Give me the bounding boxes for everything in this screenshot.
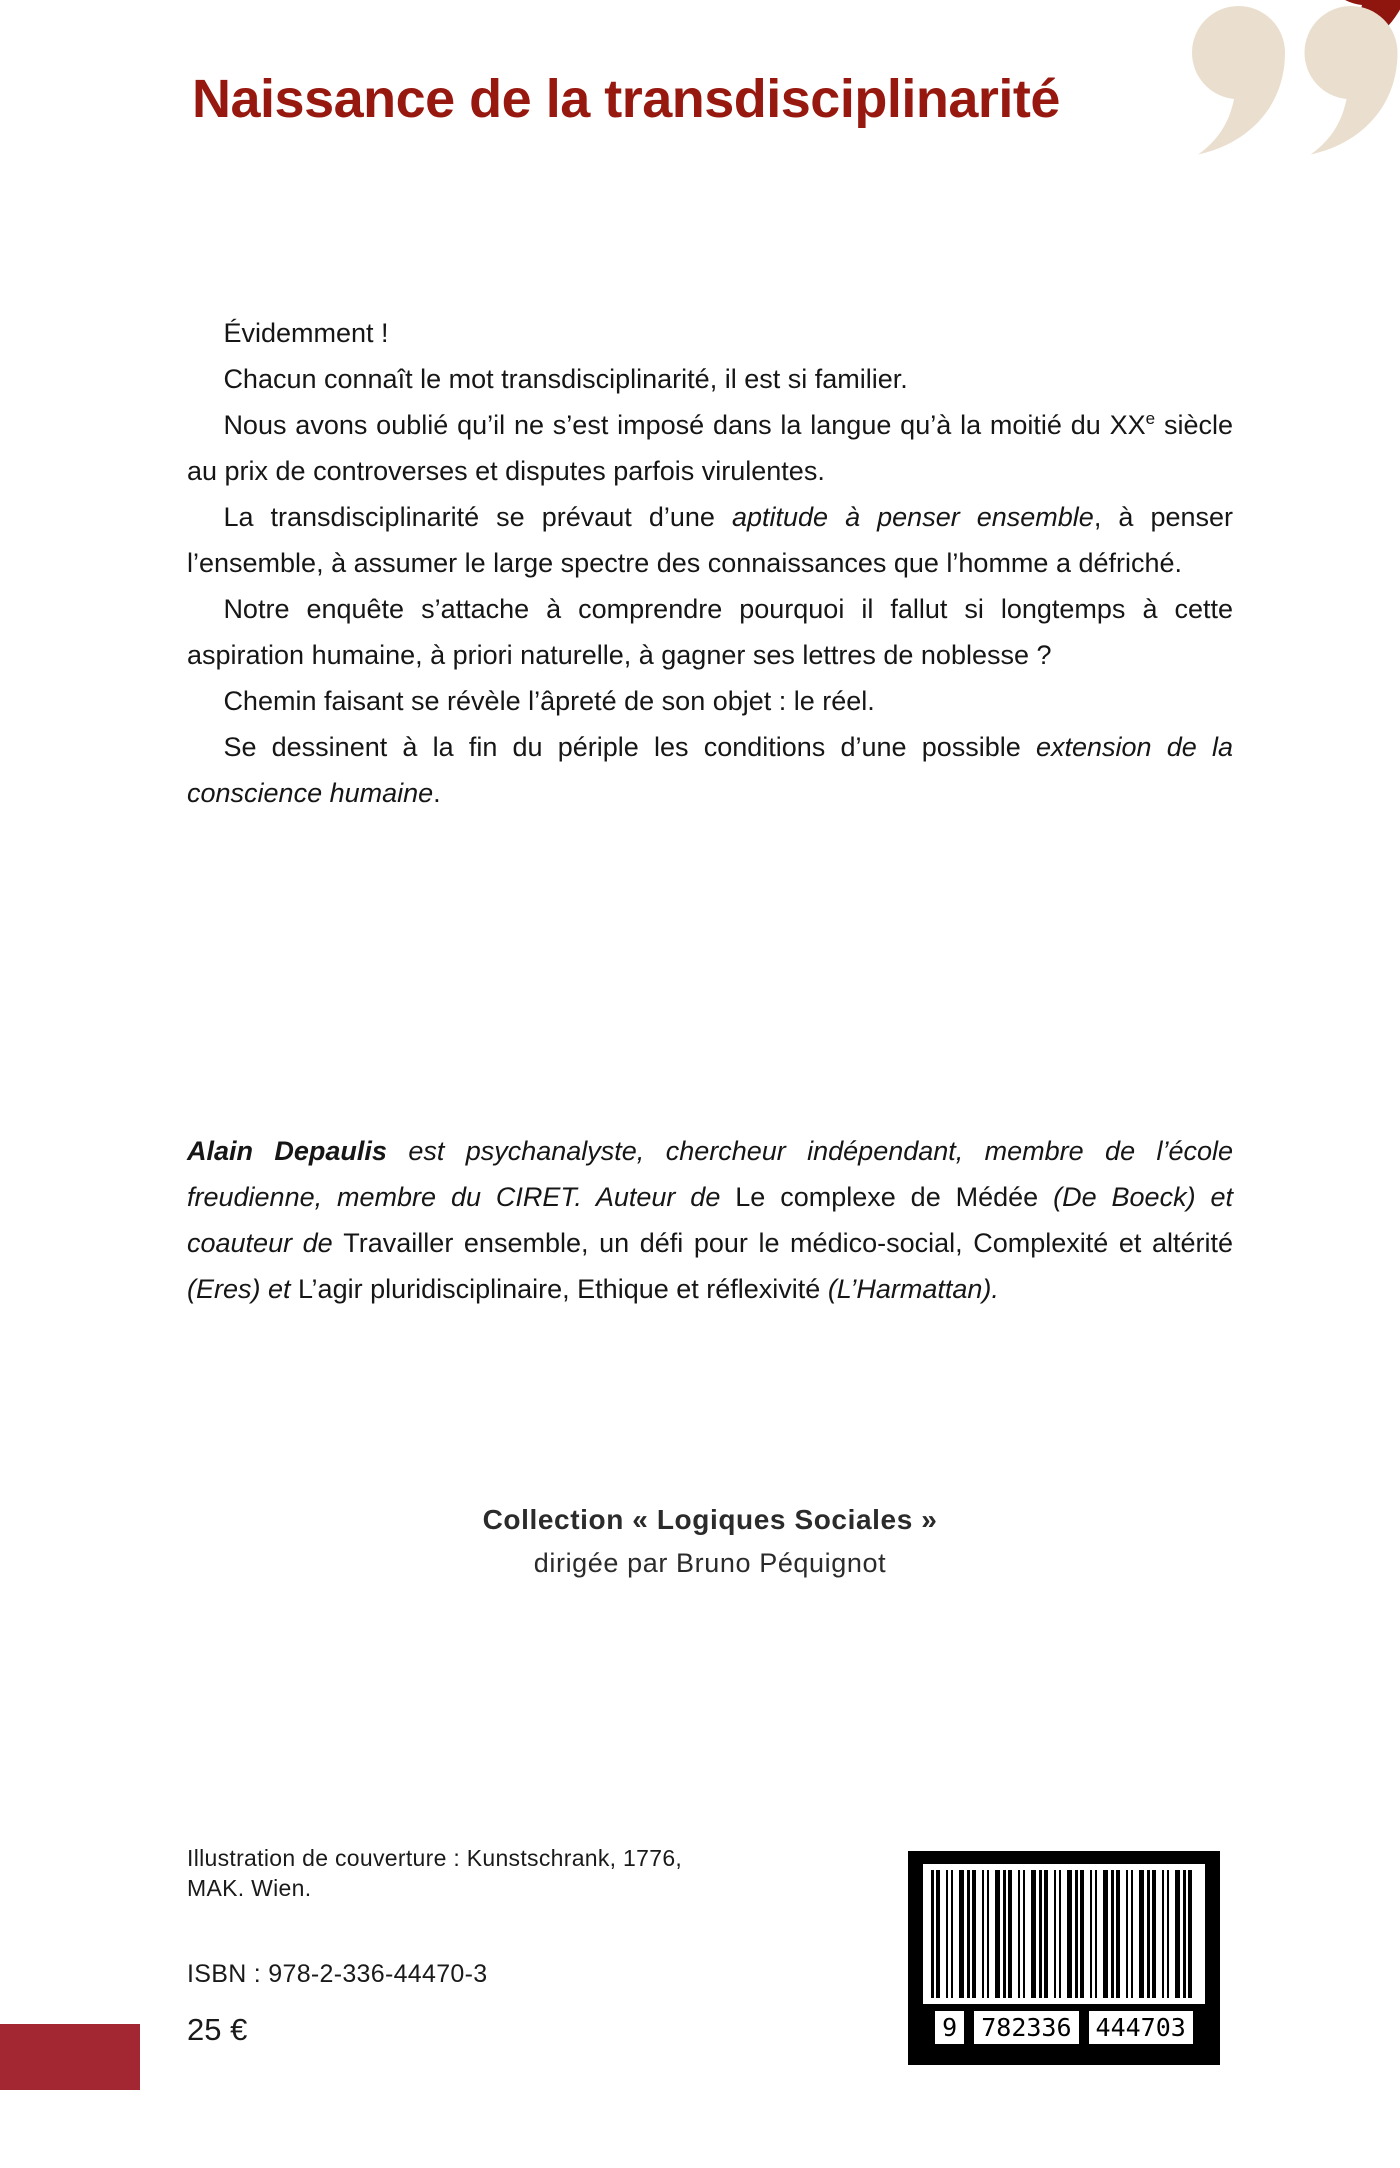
illustration-credit-line1: Illustration de couverture : Kunstschrank, 1776, <box>187 1845 683 1871</box>
collection-block <box>187 1498 1233 1584</box>
collection-director: dirigée par Bruno Péquignot <box>533 1548 887 1578</box>
book-title-reference: Le complexe de Médée <box>735 1182 1039 1212</box>
illustration-credit-line2: MAK. Wien. <box>187 1875 312 1901</box>
illustration-credit <box>187 1843 807 1903</box>
blurb-paragraph: Chemin faisant se révèle l’âpreté de son objet : le réel. <box>223 686 875 716</box>
barcode-digit-group: 444703 <box>1089 2011 1193 2044</box>
back-cover-blurb <box>187 310 1233 816</box>
blurb-paragraph: Nous avons oublié qu’il ne s’est imposé dans la langue qu’à la moitié du XXe siècle au prix de controverses et disputes parfois virulentes. <box>187 409 1233 486</box>
barcode <box>908 1851 1220 2065</box>
blurb-paragraph: Évidemment ! <box>223 318 389 348</box>
book-title: Naissance de la transdisciplinarité <box>192 69 1060 129</box>
book-title-reference: L’agir pluridisciplinaire, Ethique et réflexivité <box>298 1274 821 1304</box>
quotation-marks-icon <box>0 0 1400 300</box>
barcode-digit-group: 782336 <box>974 2011 1078 2044</box>
blurb-paragraph: La transdisciplinarité se prévaut d’une aptitude à penser ensemble, à penser l’ensemble, à assumer le large spectre des connaissances que l’homme a défriché. <box>187 502 1233 578</box>
quote-red-shape <box>1320 0 1400 61</box>
author-name: Alain Depaulis <box>187 1136 387 1166</box>
book-title-reference: Travailler ensemble, un défi pour le médico-social, Complexité et altérité <box>343 1228 1234 1258</box>
author-bio: Alain Depaulis est psychanalyste, chercheur indépendant, membre de l’école freudienne, membre du CIRET. Auteur de Le complexe de Médée (De Boeck) et coauteur de Travailler ensemble, un défi pour le médico-social, Complexité et altérité (Eres) et L’agir pluridisciplinaire, Ethique et réflexivité (L’Harmattan). <box>187 1136 1234 1304</box>
red-bar-decoration <box>0 2024 140 2090</box>
barcode-number <box>923 2011 1205 2044</box>
price: 25 € <box>187 2012 248 2047</box>
barcode-bars <box>931 1870 1197 1998</box>
blurb-paragraph: Chacun connaît le mot transdisciplinarité, il est si familier. <box>223 364 908 394</box>
superscript-e: e <box>1145 409 1156 428</box>
blurb-paragraph: Se dessinent à la fin du périple les conditions d’une possible extension de la conscience humaine. <box>187 732 1233 808</box>
blurb-paragraph: Notre enquête s’attache à comprendre pourquoi il fallut si longtemps à cette aspiration humaine, à priori naturelle, à gagner ses lettres de noblesse ? <box>187 594 1233 670</box>
isbn: ISBN : 978-2-336-44470-3 <box>187 1960 488 1988</box>
barcode-digit-group: 9 <box>935 2011 964 2044</box>
barcode-panel <box>923 1864 1205 2004</box>
collection-title: Collection « Logiques Sociales » <box>482 1504 938 1535</box>
quote-cream-shape <box>1192 6 1398 155</box>
